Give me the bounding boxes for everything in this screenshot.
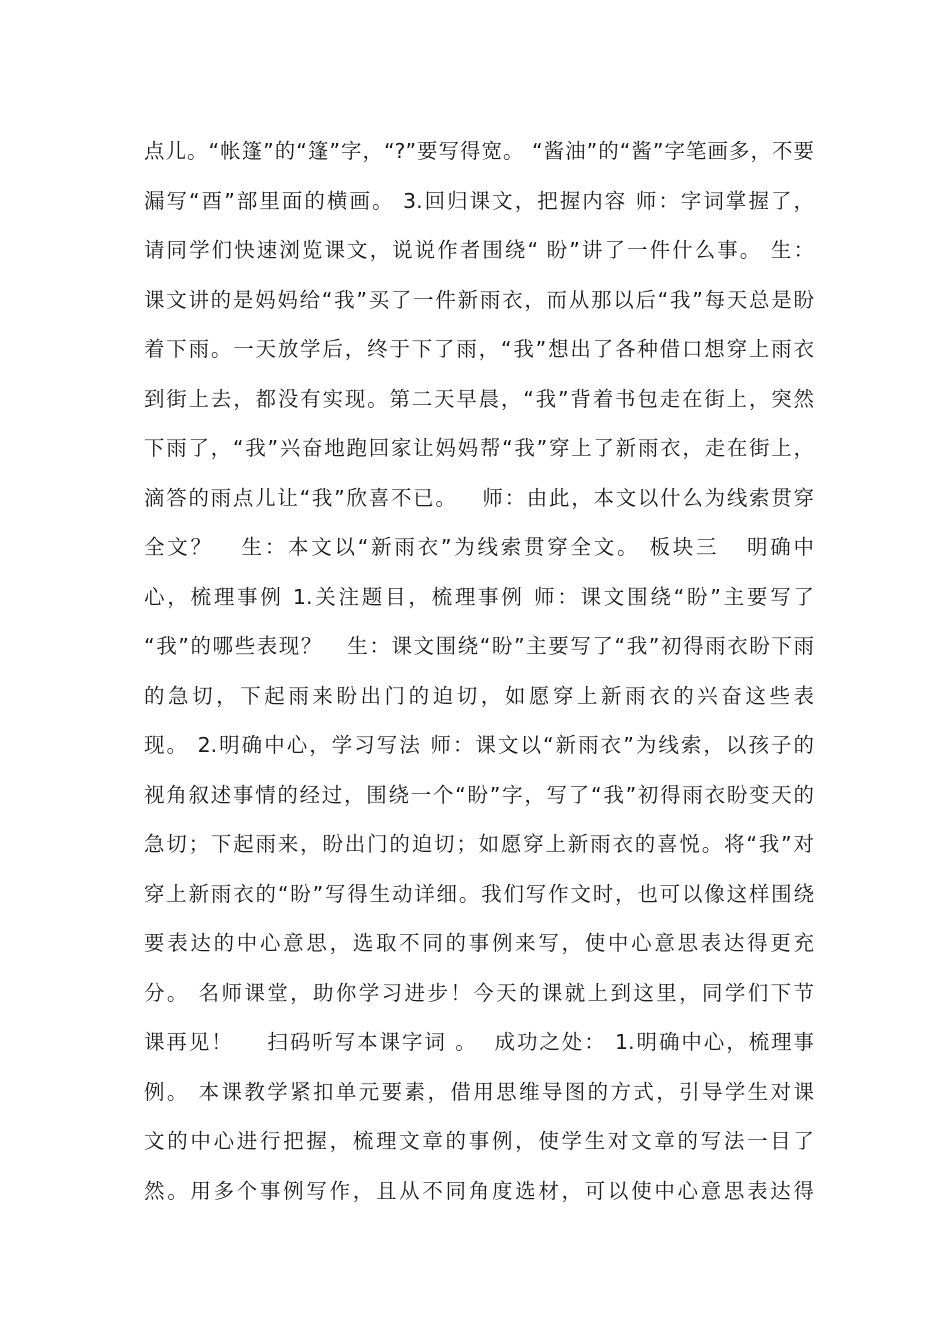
text-line: 滴答的雨点儿让“我”欣喜不已。 师：由此，本文以什么为线索贯穿 [144, 485, 814, 510]
text-line: 要表达的中心意思，选取不同的事例来写，使中心意思表达得更充 [144, 931, 814, 955]
text-line: 分。 名师课堂，助你学习进步！今天的课就上到这里，同学们下节 [144, 980, 814, 1005]
text-line: 着下雨。一天放学后，终于下了雨，“我”想出了各种借口想穿上雨衣 [144, 337, 814, 361]
text-line: 心，梳理事例 1.关注题目，梳理事例 师：课文围绕“盼”主要写了 [144, 584, 814, 609]
text-line: 漏写“酉”部里面的横画。 3.回归课文，把握内容 师：字词掌握了， [144, 188, 814, 213]
text-line: 请同学们快速浏览课文，说说作者围绕“ 盼”讲了一件什么事。 生： [144, 238, 814, 262]
text-line: 课再见！ 扫码听写本课字词 。 成功之处： 1.明确中心，梳理事 [144, 1030, 814, 1054]
text-line: 穿上新雨衣的“盼”写得生动详细。我们写作文时，也可以像这样围绕 [144, 881, 814, 906]
text-line: 视角叙述事情的经过，围绕一个“盼”字，写了“我”初得雨衣盼变天的 [144, 782, 814, 807]
text-line: 文的中心进行把握，梳理文章的事例，使学生对文章的写法一目了 [144, 1129, 814, 1153]
text-line: 全文？ 生：本文以“新雨衣”为线索贯穿全文。 板块三 明确中 [144, 535, 814, 559]
text-line: 例。 本课教学紧扣单元要素，借用思维导图的方式，引导学生对课 [144, 1079, 814, 1104]
body-text [144, 127, 814, 1216]
text-line: 急切；下起雨来，盼出门的迫切；如愿穿上新雨衣的喜悦。将“我”对 [144, 832, 814, 856]
text-line: 点儿。“帐篷”的“篷”字，“?”要写得宽。 “酱油”的“酱”字笔画多，不要 [144, 139, 814, 163]
text-line: 到街上去，都没有实现。第二天早晨，“我”背着书包走在街上，突然 [144, 386, 814, 411]
text-line: 课文讲的是妈妈给“我”买了一件新雨衣，而从那以后“我”每天总是盼 [144, 287, 814, 312]
text-line: 然。用多个事例写作，且从不同角度选材，可以使中心意思表达得 [144, 1178, 814, 1203]
text-line: “我”的哪些表现？ 生：课文围绕“盼”主要写了“我”初得雨衣盼下雨 [144, 634, 814, 658]
text-line: 的急切，下起雨来盼出门的迫切，如愿穿上新雨衣的兴奋这些表 [144, 683, 814, 708]
text-line: 下雨了，“我”兴奋地跑回家让妈妈帮“我”穿上了新雨衣，走在街上， [144, 436, 814, 460]
text-line: 现。 2.明确中心，学习写法 师：课文以“新雨衣”为线索，以孩子的 [144, 733, 814, 757]
